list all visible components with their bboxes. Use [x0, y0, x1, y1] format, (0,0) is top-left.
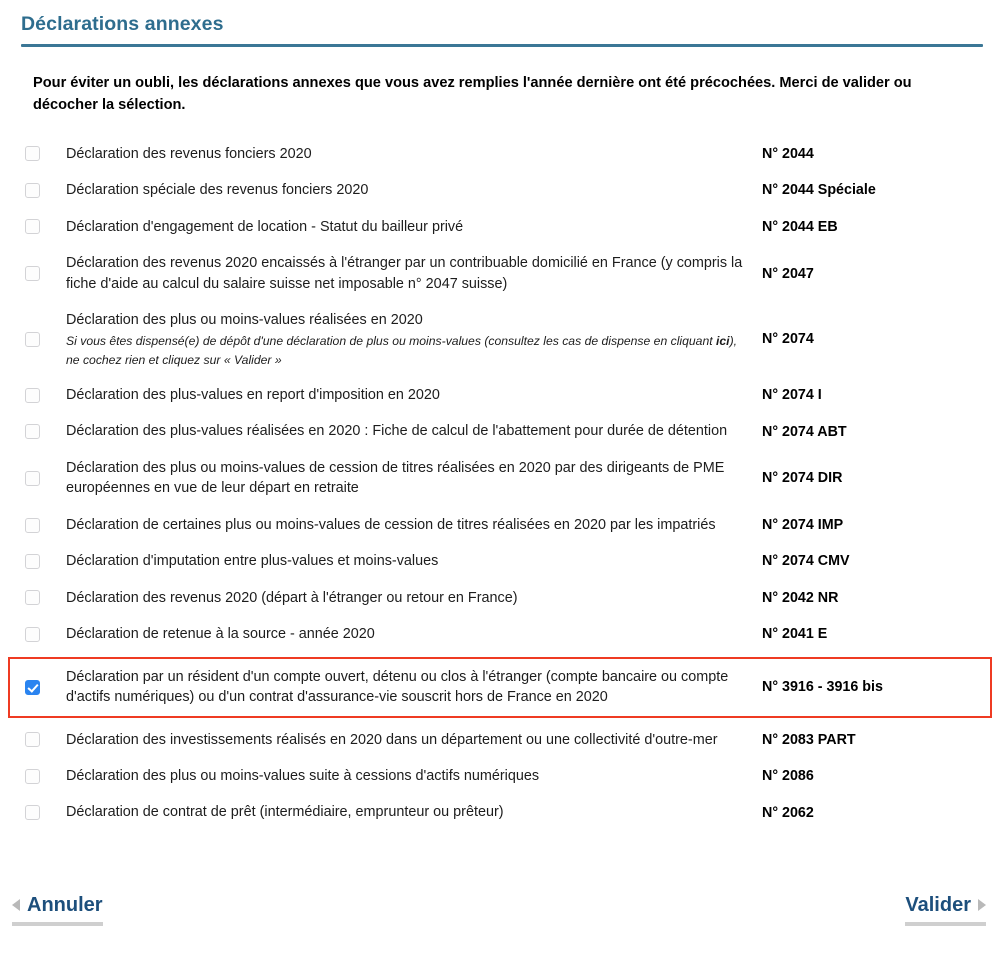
checkbox-cell[interactable] [10, 680, 66, 695]
arrow-left-icon [12, 899, 20, 911]
form-actions [0, 894, 1000, 940]
declaration-number: N° 2074 IMP [762, 517, 844, 534]
declaration-label-cell [66, 385, 762, 405]
checkbox-unchecked-icon[interactable] [25, 471, 40, 486]
declaration-number: N° 2044 Spéciale [762, 182, 876, 199]
declaration-number: N° 2086 [762, 768, 814, 785]
declaration-row[interactable] [8, 722, 992, 758]
declaration-number: N° 2062 [762, 804, 814, 821]
declaration-row[interactable] [8, 377, 992, 413]
declaration-row[interactable] [8, 136, 992, 172]
checkbox-unchecked-icon[interactable] [25, 183, 40, 198]
declaration-label: Déclaration des investissements réalisés en 2020 dans un département ou une collectivité d'outre-mer [66, 731, 718, 748]
declaration-label-cell [66, 551, 762, 571]
declaration-label: Déclaration des revenus 2020 encaissés à l'étranger par un contribuable domicilié en France (y compris la fiche d'aide au calcul du salaire suisse net imposable n° 2047 suisse) [66, 255, 743, 292]
declaration-label: Déclaration d'imputation entre plus-values et moins-values [66, 553, 439, 570]
declaration-number: N° 2041 E [762, 626, 828, 643]
declaration-number: N° 2044 [762, 145, 814, 162]
declarations-list [0, 136, 1000, 831]
cancel-button[interactable] [12, 894, 103, 926]
declaration-row[interactable] [8, 794, 992, 830]
declaration-label-cell [66, 766, 762, 786]
page-title: Déclarations annexes [21, 13, 224, 35]
declaration-label-cell [66, 253, 762, 294]
declaration-label: Déclaration des plus ou moins-values suite à cessions d'actifs numériques [66, 767, 540, 784]
checkbox-cell[interactable] [10, 732, 66, 747]
declaration-row[interactable] [8, 450, 992, 507]
declaration-label: Déclaration de certaines plus ou moins-values de cession de titres réalisées en 2020 par les impatriés [66, 516, 716, 533]
checkbox-cell[interactable] [10, 471, 66, 486]
cancel-button-label: Annuler [27, 894, 103, 916]
declaration-number: N° 2074 DIR [762, 470, 843, 487]
declaration-label-cell [66, 588, 762, 608]
declaration-label-cell [66, 730, 762, 750]
declaration-row[interactable] [8, 245, 992, 302]
validate-button[interactable] [905, 894, 986, 926]
checkbox-unchecked-icon[interactable] [25, 627, 40, 642]
checkbox-unchecked-icon[interactable] [25, 266, 40, 281]
page-header [0, 0, 1000, 47]
declaration-number: N° 2074 CMV [762, 553, 850, 570]
checkbox-cell[interactable] [10, 332, 66, 347]
declaration-label-cell [66, 180, 762, 200]
declaration-row[interactable] [8, 543, 992, 579]
declaration-label-cell [66, 515, 762, 535]
checkbox-cell[interactable] [10, 590, 66, 605]
declaration-note [66, 332, 744, 369]
declaration-label: Déclaration des plus ou moins-values réalisées en 2020 [66, 311, 423, 328]
declaration-number: N° 3916 - 3916 bis [762, 679, 883, 696]
declaration-label: Déclaration de contrat de prêt (intermédiaire, emprunteur ou prêteur) [66, 804, 504, 821]
declaration-row[interactable] [8, 507, 992, 543]
declaration-number: N° 2042 NR [762, 589, 839, 606]
declaration-label-cell [66, 144, 762, 164]
declaration-label: Déclaration d'engagement de location - Statut du bailleur privé [66, 218, 464, 235]
declaration-label-cell [66, 217, 762, 237]
checkbox-unchecked-icon[interactable] [25, 732, 40, 747]
checkbox-cell[interactable] [10, 805, 66, 820]
title-divider [21, 44, 983, 47]
declaration-row[interactable] [8, 302, 992, 377]
declaration-label-cell [66, 421, 762, 441]
declaration-row[interactable] [8, 209, 992, 245]
declaration-row[interactable] [8, 657, 992, 718]
declaration-label: Déclaration des revenus fonciers 2020 [66, 145, 312, 162]
declaration-label: Déclaration des plus ou moins-values de cession de titres réalisées en 2020 par des dirigeants de PME européennes en vue de leur départ en retraite [66, 459, 725, 497]
declaration-label: Déclaration des plus-values réalisées en 2020 : Fiche de calcul de l'abattement pour durée de détention [66, 423, 728, 440]
checkbox-cell[interactable] [10, 183, 66, 198]
declaration-label: Déclaration des plus-values en report d'imposition en 2020 [66, 387, 440, 403]
checkbox-unchecked-icon[interactable] [25, 805, 40, 820]
declaration-label: Déclaration de retenue à la source - année 2020 [66, 626, 375, 643]
declaration-row[interactable] [8, 413, 992, 449]
checkbox-cell[interactable] [10, 554, 66, 569]
checkbox-unchecked-icon[interactable] [25, 146, 40, 161]
checkbox-cell[interactable] [10, 266, 66, 281]
dispense-cases-link[interactable]: ici [716, 334, 730, 349]
declaration-row[interactable] [8, 758, 992, 794]
declaration-label: Déclaration des revenus 2020 (départ à l'étranger ou retour en France) [66, 589, 518, 606]
declaration-number: N° 2074 I [762, 387, 822, 404]
declaration-note-text-after: ), ne cochez rien et cliquez sur « Valider » [66, 334, 738, 367]
checkbox-cell[interactable] [10, 627, 66, 642]
checkbox-unchecked-icon[interactable] [25, 332, 40, 347]
checkbox-cell[interactable] [10, 146, 66, 161]
intro-text: Pour éviter un oubli, les déclarations annexes que vous avez remplies l'année dernière ont été précochées. Merci de valider ou décocher la sélection. [33, 75, 912, 113]
arrow-right-icon [978, 899, 986, 911]
declaration-number: N° 2083 PART [762, 731, 856, 748]
checkbox-cell[interactable] [10, 219, 66, 234]
declaration-row[interactable] [8, 172, 992, 208]
checkbox-cell[interactable] [10, 518, 66, 533]
declaration-label-cell [66, 802, 762, 822]
declaration-row[interactable] [8, 580, 992, 616]
checkbox-unchecked-icon[interactable] [25, 388, 40, 403]
checkbox-cell[interactable] [10, 769, 66, 784]
declaration-label-cell [66, 624, 762, 644]
declaration-label-cell [66, 667, 762, 708]
declaration-number: N° 2044 EB [762, 218, 838, 235]
checkbox-checked-icon[interactable] [25, 680, 40, 695]
checkbox-unchecked-icon[interactable] [25, 424, 40, 439]
declaration-label-cell [66, 458, 762, 499]
declaration-label-cell [66, 310, 762, 369]
checkbox-cell[interactable] [10, 388, 66, 403]
checkbox-unchecked-icon[interactable] [25, 518, 40, 533]
checkbox-unchecked-icon[interactable] [25, 590, 40, 605]
checkbox-cell[interactable] [10, 424, 66, 439]
declaration-number: N° 2074 [762, 331, 814, 348]
checkbox-unchecked-icon[interactable] [25, 769, 40, 784]
declaration-label: Déclaration par un résident d'un compte ouvert, détenu ou clos à l'étranger (compte bancaire ou compte d'actifs numériques) ou d'un contrat d'assurance-vie souscrit hors de France en 2020 [66, 668, 729, 706]
declaration-number: N° 2074 ABT [762, 423, 847, 440]
validate-button-label: Valider [905, 894, 971, 916]
declaration-label: Déclaration spéciale des revenus fonciers 2020 [66, 182, 369, 199]
checkbox-unchecked-icon[interactable] [25, 219, 40, 234]
declaration-note-text-before: Si vous êtes dispensé(e) de dépôt d'une déclaration de plus ou moins-values (consultez les cas de dispense en cliquant [66, 334, 717, 349]
declaration-row[interactable] [8, 616, 992, 652]
checkbox-unchecked-icon[interactable] [25, 554, 40, 569]
declaration-number: N° 2047 [762, 265, 814, 282]
